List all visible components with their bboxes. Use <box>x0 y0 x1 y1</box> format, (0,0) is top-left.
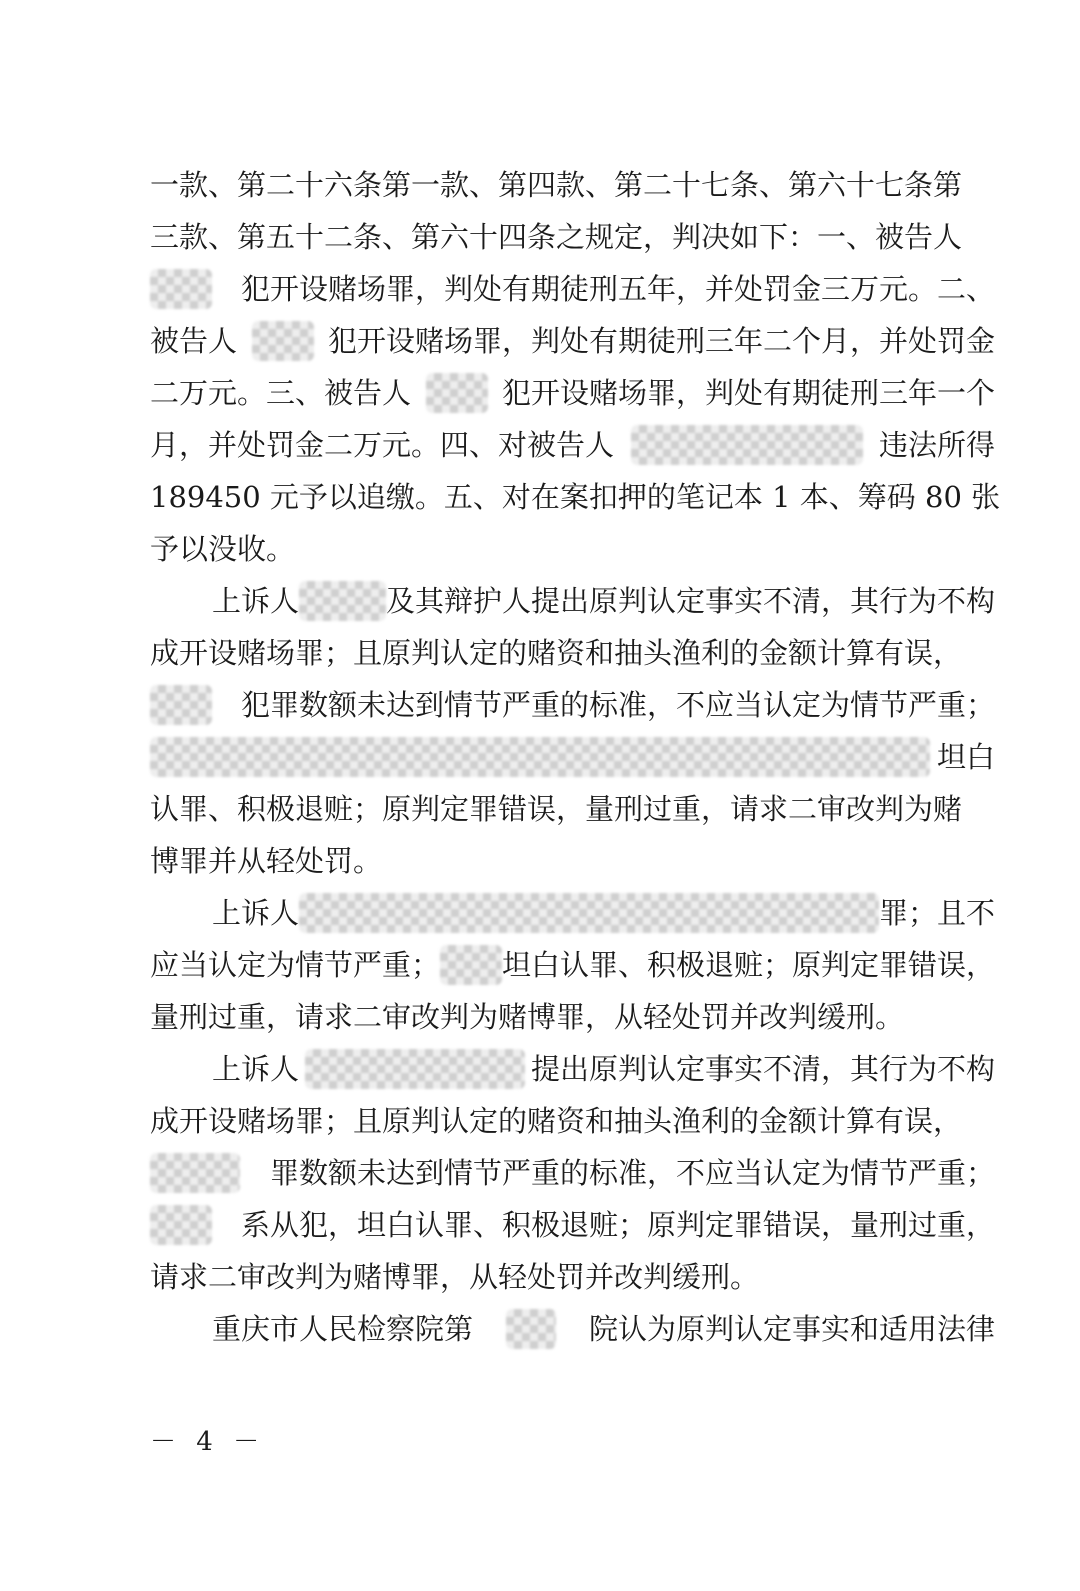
text-segment: 提出原判认定事实不清，其行为不构 <box>530 1052 995 1086</box>
text-line <box>150 471 1001 523</box>
text-line <box>150 783 995 835</box>
redaction-mosaic <box>150 269 212 309</box>
text-segment: 上诉人 <box>212 1052 300 1086</box>
redaction-mosaic <box>252 321 314 361</box>
text-segment: 犯开设赌场罪，判处有期徒刑三年二个月，并处罚金 <box>327 324 995 358</box>
text-segment: 坦白 <box>936 740 995 774</box>
text-segment: 博罪并从轻处罚。 <box>150 844 383 878</box>
text-line <box>150 419 995 471</box>
redaction-mosaic <box>426 373 488 413</box>
redaction-mosaic <box>150 1205 212 1245</box>
text-line <box>150 263 995 315</box>
text-line <box>150 1303 995 1355</box>
text-segment: 予以没收。 <box>150 532 296 566</box>
text-line <box>150 731 995 783</box>
redaction-mosaic <box>506 1309 556 1349</box>
text-segment: 月，并处罚金二万元。四、对被告人 <box>150 428 615 462</box>
page-number: － 4 － <box>150 1427 266 1457</box>
text-segment: 上诉人 <box>212 896 300 930</box>
text-line <box>150 315 995 367</box>
text-segment: 犯开设赌场罪，判处有期徒刑三年一个 <box>501 376 995 410</box>
text-line <box>150 835 995 887</box>
text-segment: 院认为原判认定事实和适用法律 <box>588 1312 995 1346</box>
text-line <box>150 939 995 991</box>
text-segment: 189450 元予以追缴。五、对在案扣押的笔记本 1 本、筹码 80 张 <box>150 480 1001 514</box>
text-segment: 犯罪数额未达到情节严重的标准，不应当认定为情节严重； <box>240 688 995 722</box>
text-segment: 重庆市人民检察院第 <box>212 1312 474 1346</box>
text-segment: 认罪、积极退赃；原判定罪错误，量刑过重，请求二审改判为赌 <box>150 792 963 826</box>
text-line <box>150 159 995 211</box>
redaction-mosaic <box>631 425 863 465</box>
text-segment: 三款、第五十二条、第六十四条之规定，判决如下：一、被告人 <box>150 220 963 254</box>
text-line <box>150 523 995 575</box>
text-line <box>150 887 995 939</box>
text-line <box>150 1095 995 1147</box>
text-line <box>150 1251 995 1303</box>
text-line <box>150 679 995 731</box>
redaction-mosaic <box>150 737 930 777</box>
text-segment: 二万元。三、被告人 <box>150 376 412 410</box>
text-line <box>150 1199 995 1251</box>
text-segment: 请求二审改判为赌博罪，从轻处罚并改判缓刑。 <box>150 1260 760 1294</box>
text-segment: 成开设赌场罪；且原判认定的赌资和抽头渔利的金额计算有误， <box>150 636 963 670</box>
text-line <box>150 575 995 627</box>
text-segment: 罪数额未达到情节严重的标准，不应当认定为情节严重； <box>269 1156 995 1190</box>
text-segment: 系从犯，坦白认罪、积极退赃；原判定罪错误，量刑过重， <box>240 1208 995 1242</box>
text-segment: 罪；且不 <box>879 896 996 930</box>
redaction-mosaic <box>440 945 502 985</box>
text-line <box>150 367 995 419</box>
redaction-mosaic <box>305 1049 525 1089</box>
text-segment: 量刑过重，请求二审改判为赌博罪，从轻处罚并改判缓刑。 <box>150 1000 905 1034</box>
text-segment: 应当认定为情节严重； <box>150 948 441 982</box>
text-segment: 被告人 <box>150 324 238 358</box>
text-segment: 成开设赌场罪；且原判认定的赌资和抽头渔利的金额计算有误， <box>150 1104 963 1138</box>
text-line <box>150 1147 995 1199</box>
redaction-mosaic <box>299 581 386 621</box>
text-line <box>150 991 995 1043</box>
redaction-mosaic <box>299 893 879 933</box>
text-line <box>150 1043 995 1095</box>
text-segment: 犯开设赌场罪，判处有期徒刑五年，并处罚金三万元。二、 <box>240 272 995 306</box>
text-segment: 一款、第二十六条第一款、第四款、第二十七条、第六十七条第 <box>150 168 963 202</box>
text-segment: 上诉人 <box>212 584 300 618</box>
text-segment: 及其辩护人提出原判认定事实不清，其行为不构 <box>385 584 995 618</box>
redaction-mosaic <box>150 685 212 725</box>
text-line <box>150 627 995 679</box>
text-line <box>150 211 995 263</box>
redaction-mosaic <box>150 1153 240 1193</box>
text-segment: 违法所得 <box>878 428 995 462</box>
text-segment: 坦白认罪、积极退赃；原判定罪错误， <box>501 948 995 982</box>
